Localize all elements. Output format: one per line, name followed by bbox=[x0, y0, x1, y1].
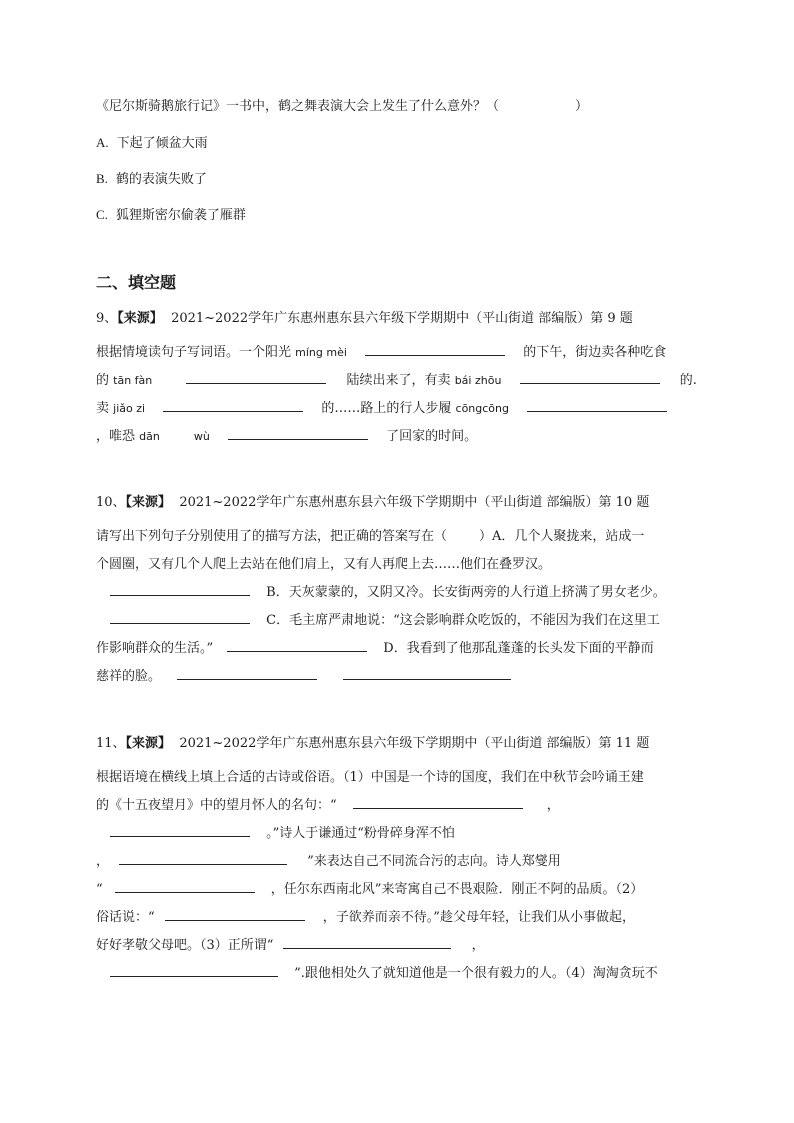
q9-line-4 bbox=[96, 425, 477, 444]
text: ，唯恐 bbox=[96, 429, 136, 444]
text: D．我看到了他那乱蓬蓬的长头发下面的平静而 bbox=[383, 641, 654, 656]
question-number: 10、 bbox=[96, 495, 126, 510]
q9-line-3 bbox=[96, 397, 667, 416]
q11-line-5 bbox=[96, 878, 643, 897]
text: ）A．几个人聚拢来，站成一 bbox=[479, 529, 645, 544]
question-number: 9、 bbox=[96, 311, 118, 326]
q8-option-a[interactable] bbox=[96, 132, 208, 151]
answer-blank[interactable] bbox=[177, 667, 317, 680]
text: 卖 bbox=[96, 401, 110, 416]
text: 的……路上的行人步履 bbox=[321, 401, 452, 416]
text: 陆续出来了，有卖 bbox=[346, 373, 451, 388]
answer-blank[interactable] bbox=[283, 936, 451, 949]
answer-blank[interactable] bbox=[110, 583, 250, 596]
option-key: C. bbox=[96, 207, 108, 222]
option-text: 鹤的表演失败了 bbox=[115, 172, 207, 187]
option-text: 下起了倾盆大雨 bbox=[116, 136, 208, 151]
source-tag: 【来源】 bbox=[125, 495, 172, 510]
text: B．天灰蒙蒙的，又阴又冷。长安街两旁的人行道上挤满了男女老少。 bbox=[266, 585, 666, 600]
q10-line-2: 个圆圈，又有几个人爬上去站在他们肩上，又有人再爬上去……他们在叠罗汉。 bbox=[96, 557, 552, 572]
source-text: 2021~2022学年广东惠州惠东县六年级下学期期中（平山街道 部编版）第 11 题 bbox=[179, 736, 650, 751]
q10-line-3 bbox=[96, 581, 666, 600]
answer-blank[interactable] bbox=[165, 908, 305, 921]
text: 慈祥的脸。 bbox=[96, 669, 162, 684]
source-tag: 【来源】 bbox=[117, 311, 163, 326]
source-text: 2021~2022学年广东惠州惠东县六年级下学期期中（平山街道 部编版）第 10 题 bbox=[179, 495, 650, 510]
q8-stem bbox=[96, 95, 588, 114]
section-title-fill-blank: 二、填空题 bbox=[96, 273, 177, 292]
option-text: 狐狸斯密尔偷袭了雁群 bbox=[115, 208, 246, 223]
text: 。”诗人于谦通过“粉骨碎身浑不怕 bbox=[266, 826, 455, 841]
pinyin-jiaozi: jiǎo zi bbox=[113, 402, 146, 415]
q11-line-8 bbox=[96, 962, 658, 981]
text: 作影响群众的生活。” bbox=[96, 641, 214, 656]
answer-blank[interactable] bbox=[115, 880, 255, 893]
answer-blank[interactable] bbox=[227, 639, 367, 652]
text: ，任尔东西南北风”来寄寓自己不畏艰险．刚正不阿的品质。（2） bbox=[270, 882, 644, 897]
text: 请写出下列句子分别使用了的描写方法，把正确的答案写在（ bbox=[96, 529, 448, 544]
answer-blank[interactable] bbox=[228, 427, 368, 440]
pinyin-wu: wù bbox=[193, 430, 210, 443]
q10-line-5 bbox=[96, 637, 654, 656]
answer-blank[interactable] bbox=[186, 371, 326, 384]
q10-line-1 bbox=[96, 525, 644, 544]
text: 根据情境读句子写词语。一个阳光 bbox=[96, 345, 292, 360]
q8-close-paren: ） bbox=[575, 99, 589, 114]
option-key: B. bbox=[96, 171, 108, 186]
q8-stem-text: 《尼尔斯骑鹅旅行记》一书中，鹤之舞表演大会上发生了什么意外？（ bbox=[96, 99, 500, 114]
text: ， bbox=[546, 798, 560, 813]
option-key: A. bbox=[96, 135, 109, 150]
answer-blank[interactable] bbox=[353, 796, 523, 809]
answer-blank[interactable] bbox=[119, 852, 287, 865]
answer-blank[interactable] bbox=[520, 371, 660, 384]
answer-blank[interactable] bbox=[343, 667, 511, 680]
q11-line-3 bbox=[96, 822, 455, 841]
answer-blank[interactable] bbox=[110, 824, 250, 837]
text: 的《十五夜望月》中的望月怀人的名句：“ bbox=[96, 798, 337, 813]
q9-line-2 bbox=[96, 369, 697, 388]
pinyin-mingmei: míng mèi bbox=[295, 346, 347, 359]
q8-option-c[interactable] bbox=[96, 204, 246, 223]
text: ”来表达自己不同流合污的志向。诗人郑燮用 bbox=[307, 854, 561, 869]
text: C．毛主席严肃地说：“这会影响群众吃饭的，不能因为我们在这里工 bbox=[266, 613, 660, 628]
text: 好好孝敬父母吧。（3）正所谓“ bbox=[96, 938, 274, 953]
answer-blank[interactable] bbox=[163, 399, 303, 412]
text: 的下午，街边卖各种吃食 bbox=[523, 345, 667, 360]
text: 俗话说：“ bbox=[96, 910, 155, 925]
q10-source-line bbox=[96, 491, 649, 510]
q8-option-b[interactable] bbox=[96, 168, 207, 187]
pinyin-tanfan: tān fàn bbox=[113, 374, 153, 387]
q9-line-1 bbox=[96, 341, 666, 360]
q11-line-7 bbox=[96, 934, 485, 953]
answer-blank[interactable] bbox=[110, 964, 278, 977]
text: ，子欲养而亲不待。”趁父母年轻，让我们从小事做起， bbox=[322, 910, 635, 925]
answer-blank[interactable] bbox=[110, 611, 250, 624]
q11-source-line bbox=[96, 732, 649, 751]
text: 了回家的时间。 bbox=[386, 429, 478, 444]
answer-blank[interactable] bbox=[365, 343, 505, 356]
q10-line-4 bbox=[96, 609, 660, 628]
source-text: 2021~2022学年广东惠州惠东县六年级下学期期中（平山街道 部编版）第 9 题 bbox=[171, 311, 633, 326]
source-tag: 【来源】 bbox=[125, 736, 172, 751]
pinyin-dan: dān bbox=[139, 430, 160, 443]
q11-line-6 bbox=[96, 906, 635, 925]
text: ， bbox=[96, 854, 110, 869]
q9-source-line bbox=[96, 307, 633, 326]
text: ， bbox=[471, 938, 485, 953]
q11-line-4 bbox=[96, 850, 561, 869]
text: “ bbox=[96, 882, 103, 897]
pinyin-congcong: cōngcōng bbox=[455, 402, 509, 415]
text: 的. bbox=[679, 373, 697, 388]
pinyin-baizhou: bái zhōu bbox=[454, 374, 502, 387]
q10-line-6 bbox=[96, 665, 511, 684]
question-number: 11、 bbox=[96, 736, 126, 751]
answer-blank[interactable] bbox=[527, 399, 667, 412]
text: ”.跟他相处久了就知道他是一个很有毅力的人。（4）淘淘贪玩不 bbox=[294, 966, 658, 981]
q11-line-2 bbox=[96, 794, 560, 813]
q11-line-1: 根据语境在横线上填上合适的古诗或俗语。（1）中国是一个诗的国度，我们在中秋节会吟诵王建 bbox=[96, 770, 644, 785]
text: 的 bbox=[96, 373, 110, 388]
